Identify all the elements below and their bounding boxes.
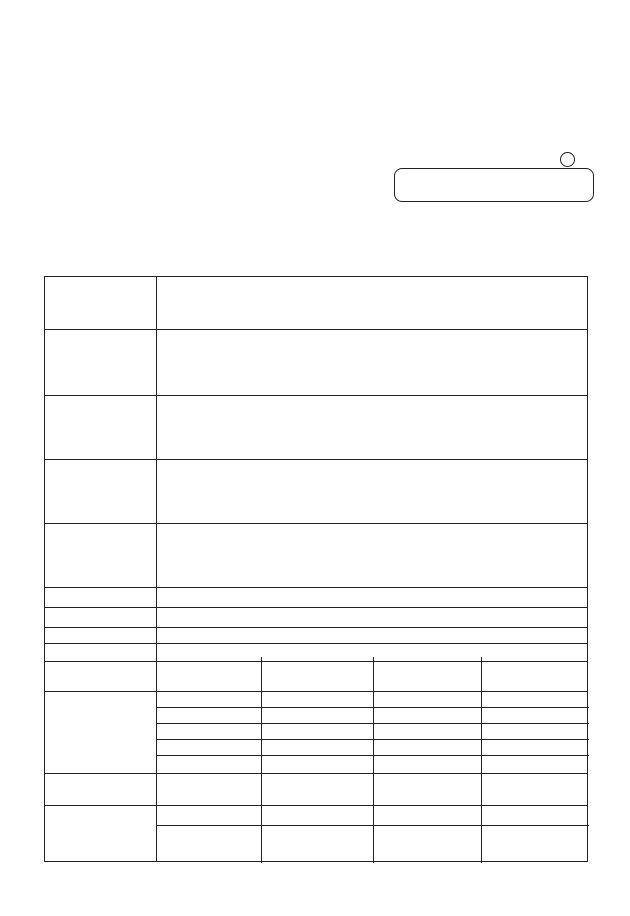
applicant-block: [338, 132, 608, 222]
table-hline-7: [45, 627, 587, 628]
corporate-note-line-1: [400, 172, 590, 186]
table-hline-11: [45, 773, 587, 774]
table-hline-8: [45, 643, 587, 644]
applicant-address-label: [390, 134, 460, 148]
table-hline-16: [156, 755, 589, 756]
table-hline-12: [45, 805, 587, 806]
table-hline-13: [156, 707, 589, 708]
table-hline-4: [45, 523, 587, 524]
table-hline-14: [156, 723, 589, 724]
table-vline-4: [481, 657, 482, 863]
table-hline-2: [45, 395, 587, 396]
table-hline-10: [45, 691, 587, 692]
seal-icon: [560, 152, 575, 167]
table-hline-3: [45, 459, 587, 460]
preamble-line-2: [44, 258, 584, 272]
corporate-note-line-2: [400, 186, 590, 200]
application-table: [44, 276, 588, 862]
table-vline-3: [373, 657, 374, 863]
table-hline-1: [45, 329, 587, 330]
document-title: [210, 62, 430, 78]
table-hline-17: [156, 825, 589, 826]
form-number: [44, 18, 264, 32]
table-hline-9: [45, 661, 587, 662]
preamble-line-1: [56, 240, 596, 254]
table-hline-6: [45, 607, 587, 608]
date-line: [480, 96, 590, 110]
applicant-label: [338, 134, 384, 148]
recipient: [56, 118, 256, 132]
table-hline-15: [156, 739, 589, 740]
table-hline-5: [45, 587, 587, 588]
applicant-phone-label: [390, 202, 460, 216]
table-vline-2: [261, 657, 262, 863]
applicant-name-label: [390, 152, 460, 166]
